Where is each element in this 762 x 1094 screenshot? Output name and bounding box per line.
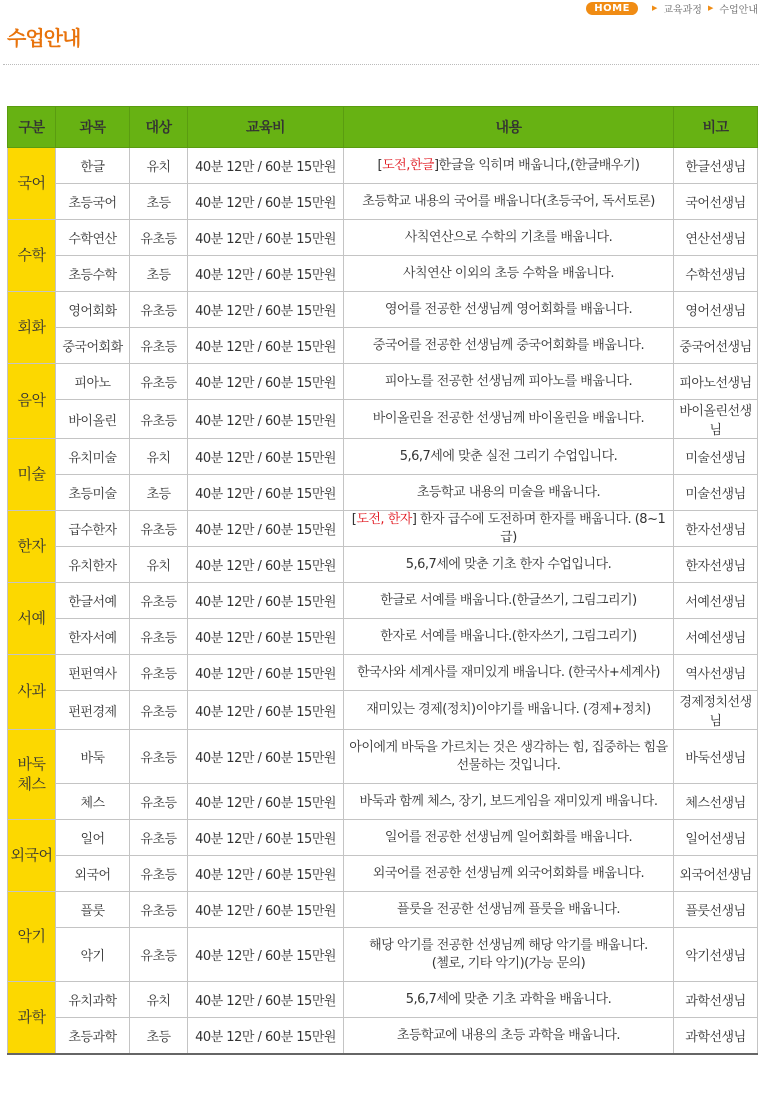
fee-cell: 40분 12만 / 60분 15만원 [188,928,344,982]
subject-cell: 중국어회화 [56,328,130,364]
description-cell: 한자로 서예를 배웁니다.(한자쓰기, 그림그리기) [344,619,674,655]
note-cell: 바둑선생님 [674,730,758,784]
subject-cell: 유치한자 [56,547,130,583]
table-row [8,328,758,364]
note-cell: 서예선생님 [674,619,758,655]
note-cell: 플룻선생님 [674,892,758,928]
note-cell: 과학선생님 [674,1018,758,1054]
description-cell: 한글로 서예를 배웁니다.(한글쓰기, 그림그리기) [344,583,674,619]
table-row [8,256,758,292]
target-cell: 초등 [130,256,188,292]
description-cell: 바이올린을 전공한 선생님께 바이올린을 배웁니다. [344,400,674,439]
target-cell: 유초등 [130,928,188,982]
note-cell: 한글선생님 [674,148,758,184]
target-cell: 유치 [130,982,188,1018]
note-cell: 외국어선생님 [674,856,758,892]
description-cell: 외국어를 전공한 선생님께 외국어회화를 배웁니다. [344,856,674,892]
table-row [8,892,758,928]
table-row [8,292,758,328]
fee-cell: 40분 12만 / 60분 15만원 [188,856,344,892]
category-cell: 음악 [8,364,56,439]
fee-cell: 40분 12만 / 60분 15만원 [188,730,344,784]
category-cell: 바둑 체스 [8,730,56,820]
subject-cell: 영어회화 [56,292,130,328]
fee-cell: 40분 12만 / 60분 15만원 [188,655,344,691]
fee-cell: 40분 12만 / 60분 15만원 [188,184,344,220]
description-cell: [도전, 한자] 한자 급수에 도전하며 한자를 배웁니다. (8~1급) [344,511,674,547]
description-cell: 5,6,7세에 맞춘 기초 과학을 배웁니다. [344,982,674,1018]
target-cell: 초등 [130,184,188,220]
subject-cell: 유치과학 [56,982,130,1018]
note-cell: 미술선생님 [674,439,758,475]
description-cell: 초등학교 내용의 국어를 배웁니다(초등국어, 독서토론) [344,184,674,220]
target-cell: 유초등 [130,784,188,820]
subject-cell: 초등수학 [56,256,130,292]
category-cell: 회화 [8,292,56,364]
table-row [8,547,758,583]
highlight-text: 도전, 한자 [356,512,412,527]
table-row [8,730,758,784]
category-cell: 국어 [8,148,56,220]
description-cell: 사칙연산 이외의 초등 수학을 배웁니다. [344,256,674,292]
fee-cell: 40분 12만 / 60분 15만원 [188,511,344,547]
description-cell: 영어를 전공한 선생님께 영어회화를 배웁니다. [344,292,674,328]
subject-cell: 일어 [56,820,130,856]
target-cell: 유초등 [130,892,188,928]
note-cell: 바이올린선생님 [674,400,758,439]
table-row [8,655,758,691]
header-fee: 교육비 [188,107,344,148]
fee-cell: 40분 12만 / 60분 15만원 [188,619,344,655]
chevron-right-icon: ▶ [707,4,714,12]
subject-cell: 초등미술 [56,475,130,511]
home-link[interactable]: HOME [586,2,638,15]
description-cell: 5,6,7세에 맞춘 실전 그리기 수업입니다. [344,439,674,475]
note-cell: 한자선생님 [674,547,758,583]
table-row [8,148,758,184]
note-cell: 수학선생님 [674,256,758,292]
fee-cell: 40분 12만 / 60분 15만원 [188,892,344,928]
target-cell: 유치 [130,439,188,475]
subject-cell: 악기 [56,928,130,982]
subject-cell: 펀펀역사 [56,655,130,691]
table-row [8,928,758,982]
table-header-row [8,107,758,148]
note-cell: 중국어선생님 [674,328,758,364]
subject-cell: 유치미술 [56,439,130,475]
table-row [8,475,758,511]
note-cell: 피아노선생님 [674,364,758,400]
description-cell: 피아노를 전공한 선생님께 피아노를 배웁니다. [344,364,674,400]
subject-cell: 외국어 [56,856,130,892]
description-cell: 초등학교에 내용의 초등 과학을 배웁니다. [344,1018,674,1054]
subject-cell: 바둑 [56,730,130,784]
subject-cell: 한글서예 [56,583,130,619]
page-title: 수업안내 [7,26,81,50]
table-row [8,220,758,256]
note-cell: 체스선생님 [674,784,758,820]
table-row [8,691,758,730]
target-cell: 유초등 [130,220,188,256]
table-row [8,619,758,655]
table-row [8,511,758,547]
highlight-text: 도전,한글 [382,157,434,173]
fee-cell: 40분 12만 / 60분 15만원 [188,982,344,1018]
target-cell: 유초등 [130,511,188,547]
header-description: 내용 [344,107,674,148]
category-cell: 미술 [8,439,56,511]
fee-cell: 40분 12만 / 60분 15만원 [188,475,344,511]
category-cell: 과학 [8,982,56,1054]
target-cell: 유초등 [130,364,188,400]
category-cell: 외국어 [8,820,56,892]
note-cell: 일어선생님 [674,820,758,856]
description-cell: 중국어를 전공한 선생님께 중국어회화를 배웁니다. [344,328,674,364]
fee-cell: 40분 12만 / 60분 15만원 [188,328,344,364]
target-cell: 초등 [130,475,188,511]
breadcrumb-item-class-info[interactable]: 수업안내 [719,4,758,16]
description-cell: 해당 악기를 전공한 선생님께 해당 악기를 배웁니다. (첼로, 기타 악기)(가능 문의) [344,928,674,982]
target-cell: 유초등 [130,400,188,439]
note-cell: 서예선생님 [674,583,758,619]
fee-cell: 40분 12만 / 60분 15만원 [188,583,344,619]
table-row [8,364,758,400]
description-cell: 일어를 전공한 선생님께 일어회화를 배웁니다. [344,820,674,856]
subject-cell: 급수한자 [56,511,130,547]
subject-cell: 피아노 [56,364,130,400]
table-row [8,184,758,220]
table-row [8,400,758,439]
target-cell: 유초등 [130,820,188,856]
fee-cell: 40분 12만 / 60분 15만원 [188,439,344,475]
subject-cell: 한글 [56,148,130,184]
fee-cell: 40분 12만 / 60분 15만원 [188,547,344,583]
table-body [8,148,758,1054]
table-row [8,856,758,892]
fee-cell: 40분 12만 / 60분 15만원 [188,256,344,292]
description-cell: [도전,한글]한글을 익히며 배웁니다,(한글배우기) [344,148,674,184]
description-cell: 아이에게 바둑을 가르치는 것은 생각하는 힘, 집중하는 힘을 선물하는 것입니다. [344,730,674,784]
fee-cell: 40분 12만 / 60분 15만원 [188,400,344,439]
header-note: 비고 [674,107,758,148]
fee-cell: 40분 12만 / 60분 15만원 [188,784,344,820]
target-cell: 유초등 [130,292,188,328]
subject-cell: 플룻 [56,892,130,928]
note-cell: 악기선생님 [674,928,758,982]
description-cell: 5,6,7세에 맞춘 기초 한자 수업입니다. [344,547,674,583]
target-cell: 초등 [130,1018,188,1054]
table-row [8,784,758,820]
note-cell: 역사선생님 [674,655,758,691]
title-divider [3,64,759,65]
header-target: 대상 [130,107,188,148]
target-cell: 유초등 [130,583,188,619]
note-cell: 연산선생님 [674,220,758,256]
description-cell: 초등학교 내용의 미술을 배웁니다. [344,475,674,511]
fee-cell: 40분 12만 / 60분 15만원 [188,148,344,184]
target-cell: 유치 [130,547,188,583]
header-subject: 과목 [56,107,130,148]
fee-cell: 40분 12만 / 60분 15만원 [188,220,344,256]
target-cell: 유초등 [130,328,188,364]
subject-cell: 체스 [56,784,130,820]
description-cell: 한국사와 세계사를 재미있게 배웁니다. (한국사+세계사) [344,655,674,691]
fee-cell: 40분 12만 / 60분 15만원 [188,820,344,856]
table-row [8,1018,758,1054]
category-cell: 서예 [8,583,56,655]
subject-cell: 수학연산 [56,220,130,256]
target-cell: 유초등 [130,655,188,691]
target-cell: 유초등 [130,619,188,655]
target-cell: 유치 [130,148,188,184]
breadcrumb [586,0,758,16]
table-row [8,583,758,619]
fee-cell: 40분 12만 / 60분 15만원 [188,691,344,730]
target-cell: 유초등 [130,691,188,730]
fee-cell: 40분 12만 / 60분 15만원 [188,292,344,328]
target-cell: 유초등 [130,856,188,892]
table-row [8,439,758,475]
subject-cell: 초등국어 [56,184,130,220]
breadcrumb-item-curriculum[interactable]: 교육과정 [663,4,702,16]
fee-cell: 40분 12만 / 60분 15만원 [188,364,344,400]
subject-cell: 초등과학 [56,1018,130,1054]
note-cell: 영어선생님 [674,292,758,328]
chevron-right-icon: ▶ [651,4,658,12]
header-category: 구분 [8,107,56,148]
description-cell: 바둑과 함께 체스, 장기, 보드게임을 재미있게 배웁니다. [344,784,674,820]
subject-cell: 한자서예 [56,619,130,655]
category-cell: 악기 [8,892,56,982]
category-cell: 사과 [8,655,56,730]
note-cell: 경제정치선생님 [674,691,758,730]
description-cell: 사칙연산으로 수학의 기초를 배웁니다. [344,220,674,256]
description-cell: 플룻을 전공한 선생님께 플룻을 배웁니다. [344,892,674,928]
table-row [8,820,758,856]
target-cell: 유초등 [130,730,188,784]
note-cell: 과학선생님 [674,982,758,1018]
fee-cell: 40분 12만 / 60분 15만원 [188,1018,344,1054]
table-row [8,982,758,1018]
description-cell: 재미있는 경제(정치)이야기를 배웁니다. (경제+정치) [344,691,674,730]
note-cell: 국어선생님 [674,184,758,220]
curriculum-table [7,106,758,1055]
subject-cell: 펀펀경제 [56,691,130,730]
category-cell: 수학 [8,220,56,292]
note-cell: 미술선생님 [674,475,758,511]
category-cell: 한자 [8,511,56,583]
subject-cell: 바이올린 [56,400,130,439]
note-cell: 한자선생님 [674,511,758,547]
